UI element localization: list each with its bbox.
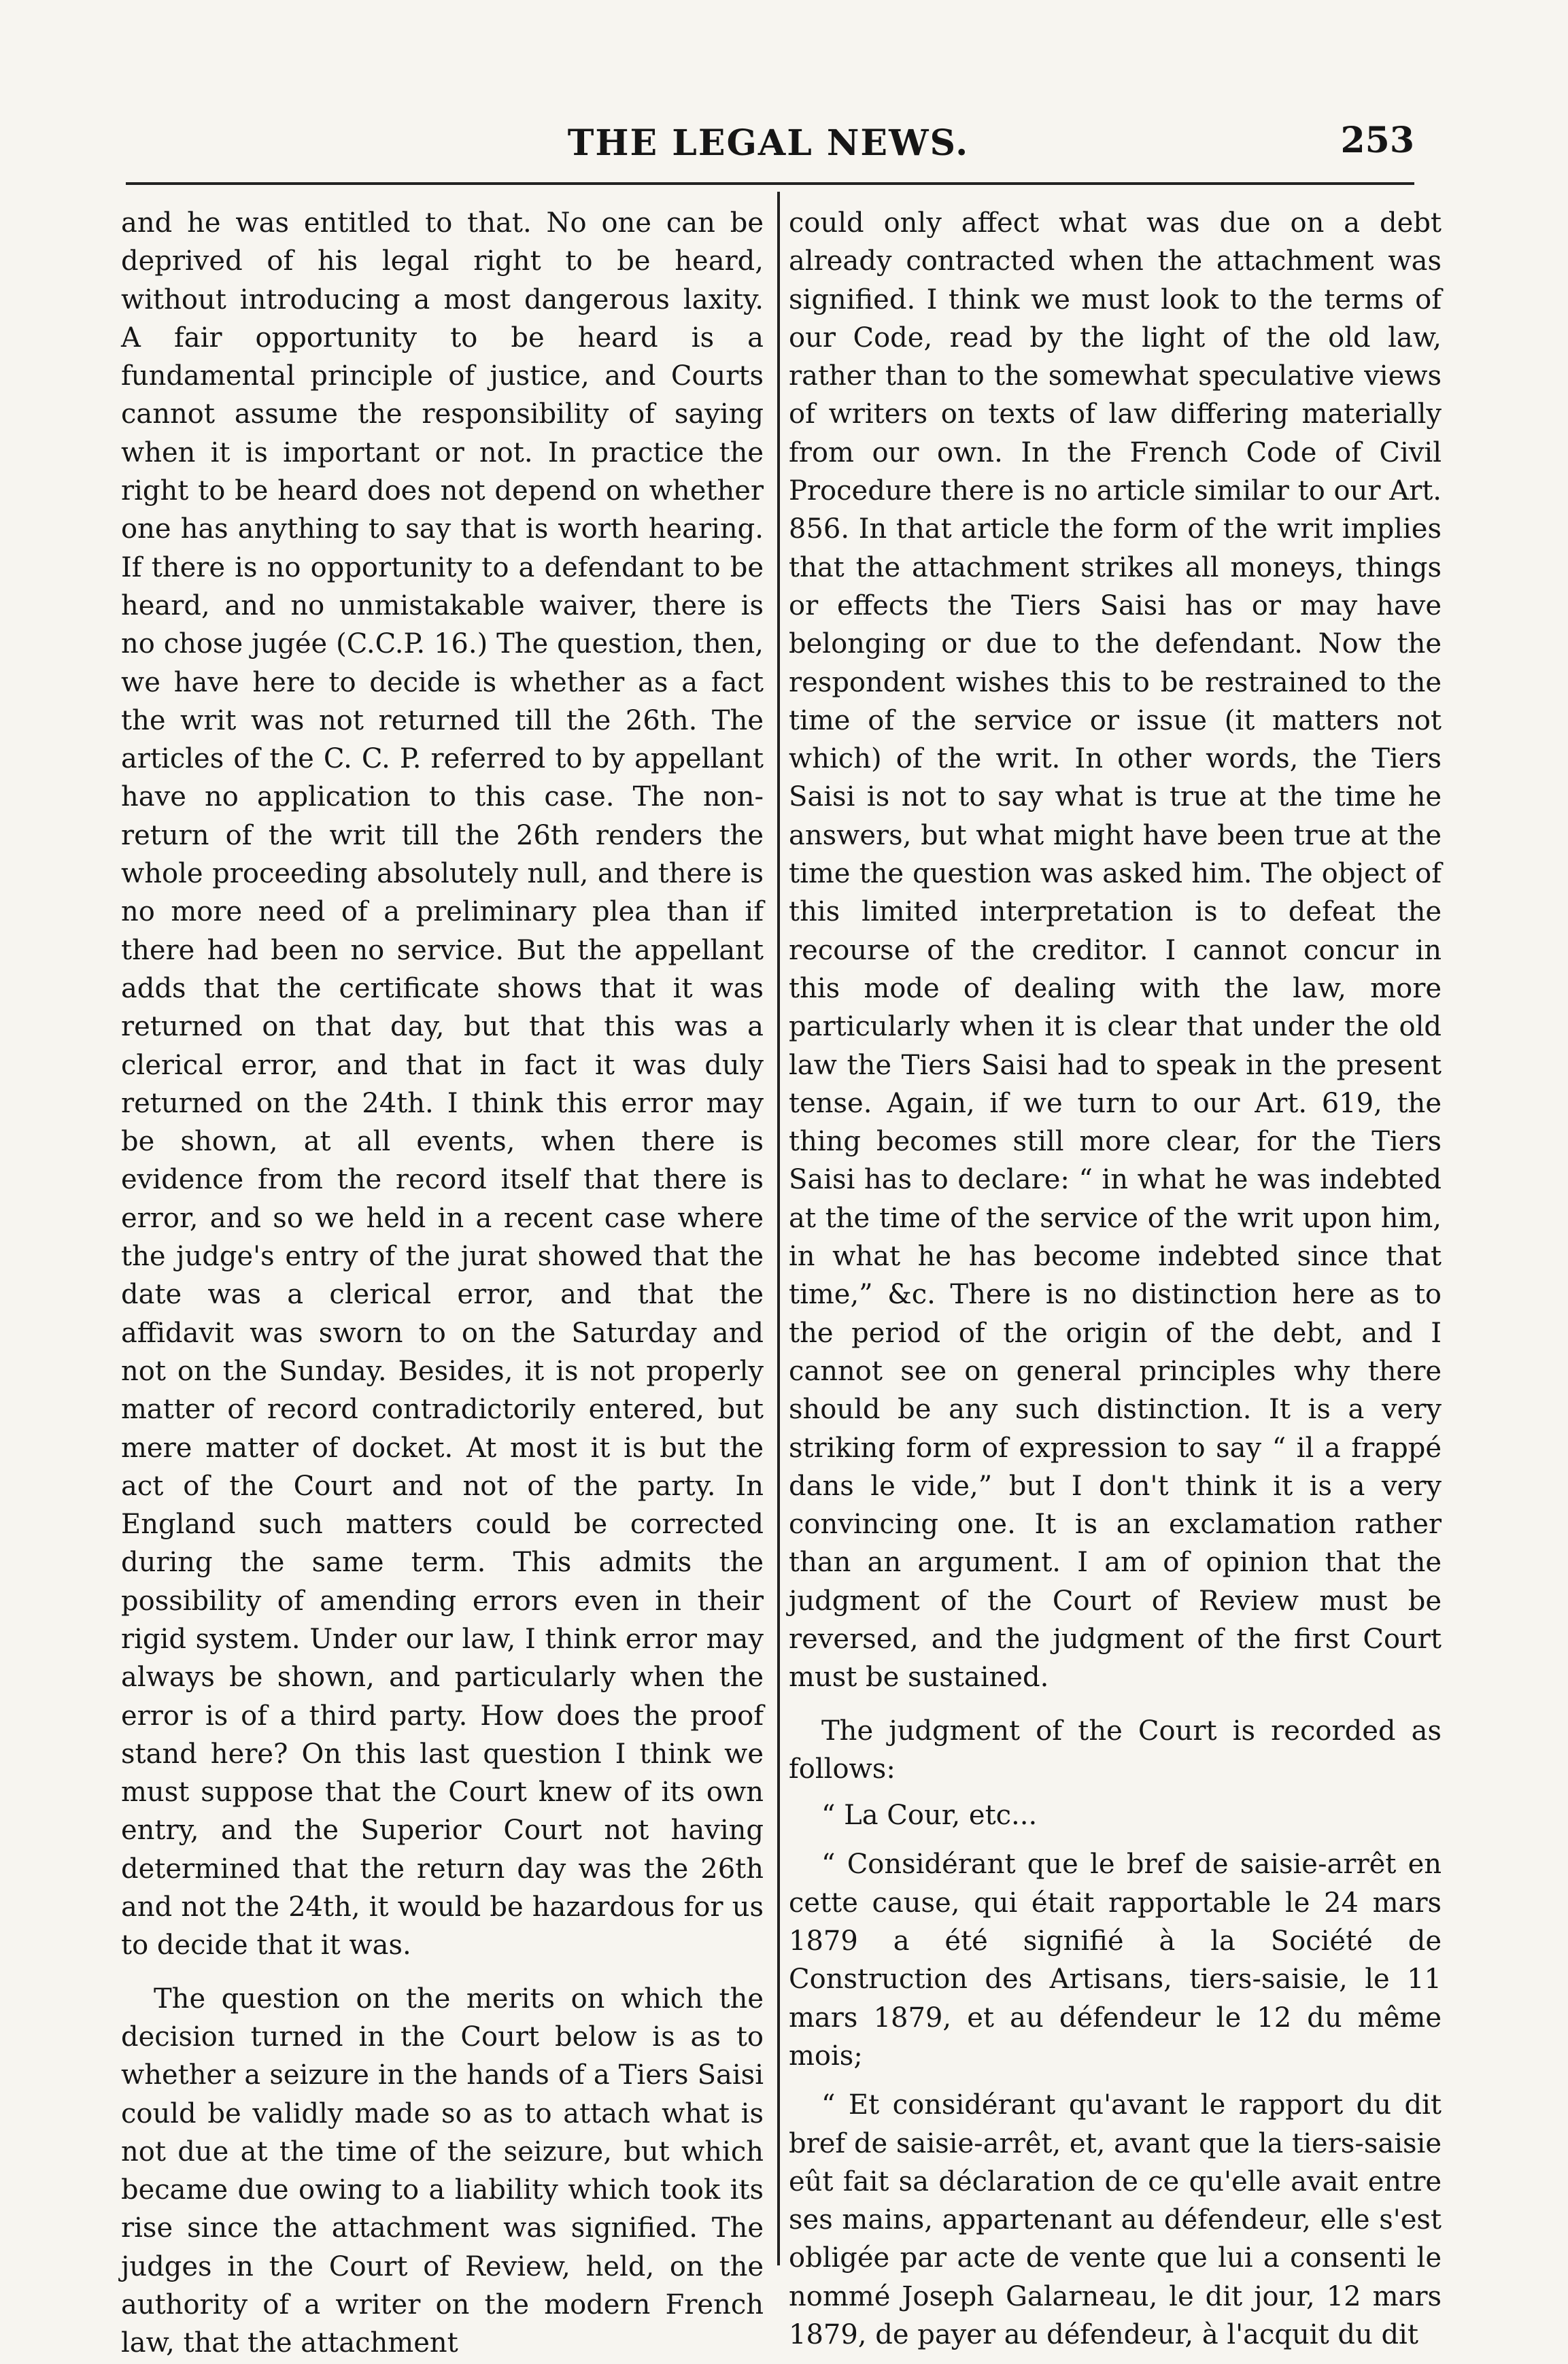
paragraph: “ Considérant que le bref de saisie-arrêt en cette cause, qui était rapportable le 24 mars 1879 a été signifié à la Société de Construction des Artisans, tiers-saisie, le 11 mars 1879, et au défendeur le 12 du même mois; (789, 1849, 1442, 2072)
paragraph: “ Et considérant qu'avant le rapport du dit bref de saisie-arrêt, et, avant que la tiers-saisie eût fait sa déclaration de ce qu'elle avait entre ses mains, appartenant au défendeur, elle s'est obligée par acte de vente que lui a consenti le nommé Joseph Galarneau, le dit jour, 12 mars 1879, de payer au défendeur, à l'acquit du dit (789, 2089, 1442, 2351)
paragraph: The judgment of the Court is recorded as follows: (789, 1715, 1442, 1785)
paragraph: “ La Cour, etc... (821, 1800, 1038, 1832)
paragraph: The question on the merits on which the decision turned in the Court below is as to whether a seizure in the hands of a Tiers Saisi could be validly made so as to attach what is not due at the time of the seizure, but which became due owing to a liability which took its rise since the attachment was signified. The judges in the Court of Review, held, on the authority of a writer on the modern French law, that the attachment (121, 1983, 764, 2359)
paragraph: could only affect what was due on a debt already contracted when the attachment was signified. I think we must look to the terms of our Code, read by the light of the old law, rather than to the somewhat speculative views of writers on texts of law differing materially from our own. In the French Code of Civil Procedure there is no article similar to our Art. 856. In that article the form of the writ implies that the attachment strikes all moneys, things or effects the Tiers Saisi has or may have belonging or due to the defendant. Now the respondent wishes this to be restrained to the time of the service or issue (it matters not which) of the writ. In other words, the Tiers Saisi is not to say what is true at the time he answers, but what might have been true at the time the question was asked him. The object of this limited interpretation is to defeat the recourse of the creditor. I cannot concur in this mode of dealing with the law, more particularly when it is clear that under the old law the Tiers Saisi had to speak in the present tense. Again, if we turn to our Art. 619, the thing becomes still more clear, for the Tiers Saisi has to declare: “ in what he was indebted at the time of the service of the writ upon him, in what he has become indebted since that time,” &c. There is no distinction here as to the period of the origin of the debt, and I cannot see on general principles why there should be any such distinction. It is a very striking form of expression to say “ il a frappé dans le vide,” but I don't think it is a very convincing one. It is an exclamation rather than an argument. I am of opinion that the judgment of the Court of Review must be reversed, and the judgment of the first Court must be sustained. (789, 207, 1442, 1694)
header-rule (126, 182, 1414, 185)
paragraph: and he was entitled to that. No one can be deprived of his legal right to be heard, without introducing a most dangerous laxity. A fair opportunity to be heard is a fundamental principle of justice, and Courts cannot assume the responsibility of saying when it is important or not. In practice the right to be heard does not depend on whether one has anything to say that is worth hearing. If there is no opportunity to a defendant to be heard, and no unmistakable waiver, there is no chose jugée (C.C.P. 16.) The question, then, we have here to decide is whether as a fact the writ was not returned till the 26th. The articles of the C. C. P. referred to by appellant have no application to this case. The non-return of the writ till the 26th renders the whole proceeding absolutely null, and there is no more need of a preliminary plea than if there had been no service. But the appellant adds that the certificate shows that it was returned on that day, but that this was a clerical error, and that in fact it was duly returned on the 24th. I think this error may be shown, at all events, when there is evidence from the record itself that there is error, and so we held in a recent case where the judge's entry of the jurat showed that the date was a clerical error, and that the affidavit was sworn to on the Saturday and not on the Sunday. Besides, it is not properly matter of record contradictorily entered, but mere matter of docket. At most it is but the act of the Court and not of the party. In England such matters could be corrected during the same term. This admits the possibility of amending errors even in their rigid system. Under our law, I think error may always be shown, and particularly when the error is of a third party. How does the proof stand here? On this last question I think we must suppose that the Court knew of its own entry, and the Superior Court not having determined that the return day was the 26th and not the 24th, it would be hazardous for us to decide that it was. (121, 207, 764, 1962)
page-header (122, 109, 1414, 177)
page-number: 253 (1340, 120, 1414, 161)
left-column (121, 204, 764, 2363)
column-divider (777, 192, 780, 2265)
right-column (789, 204, 1442, 2354)
running-title: THE LEGAL NEWS. (567, 122, 970, 164)
